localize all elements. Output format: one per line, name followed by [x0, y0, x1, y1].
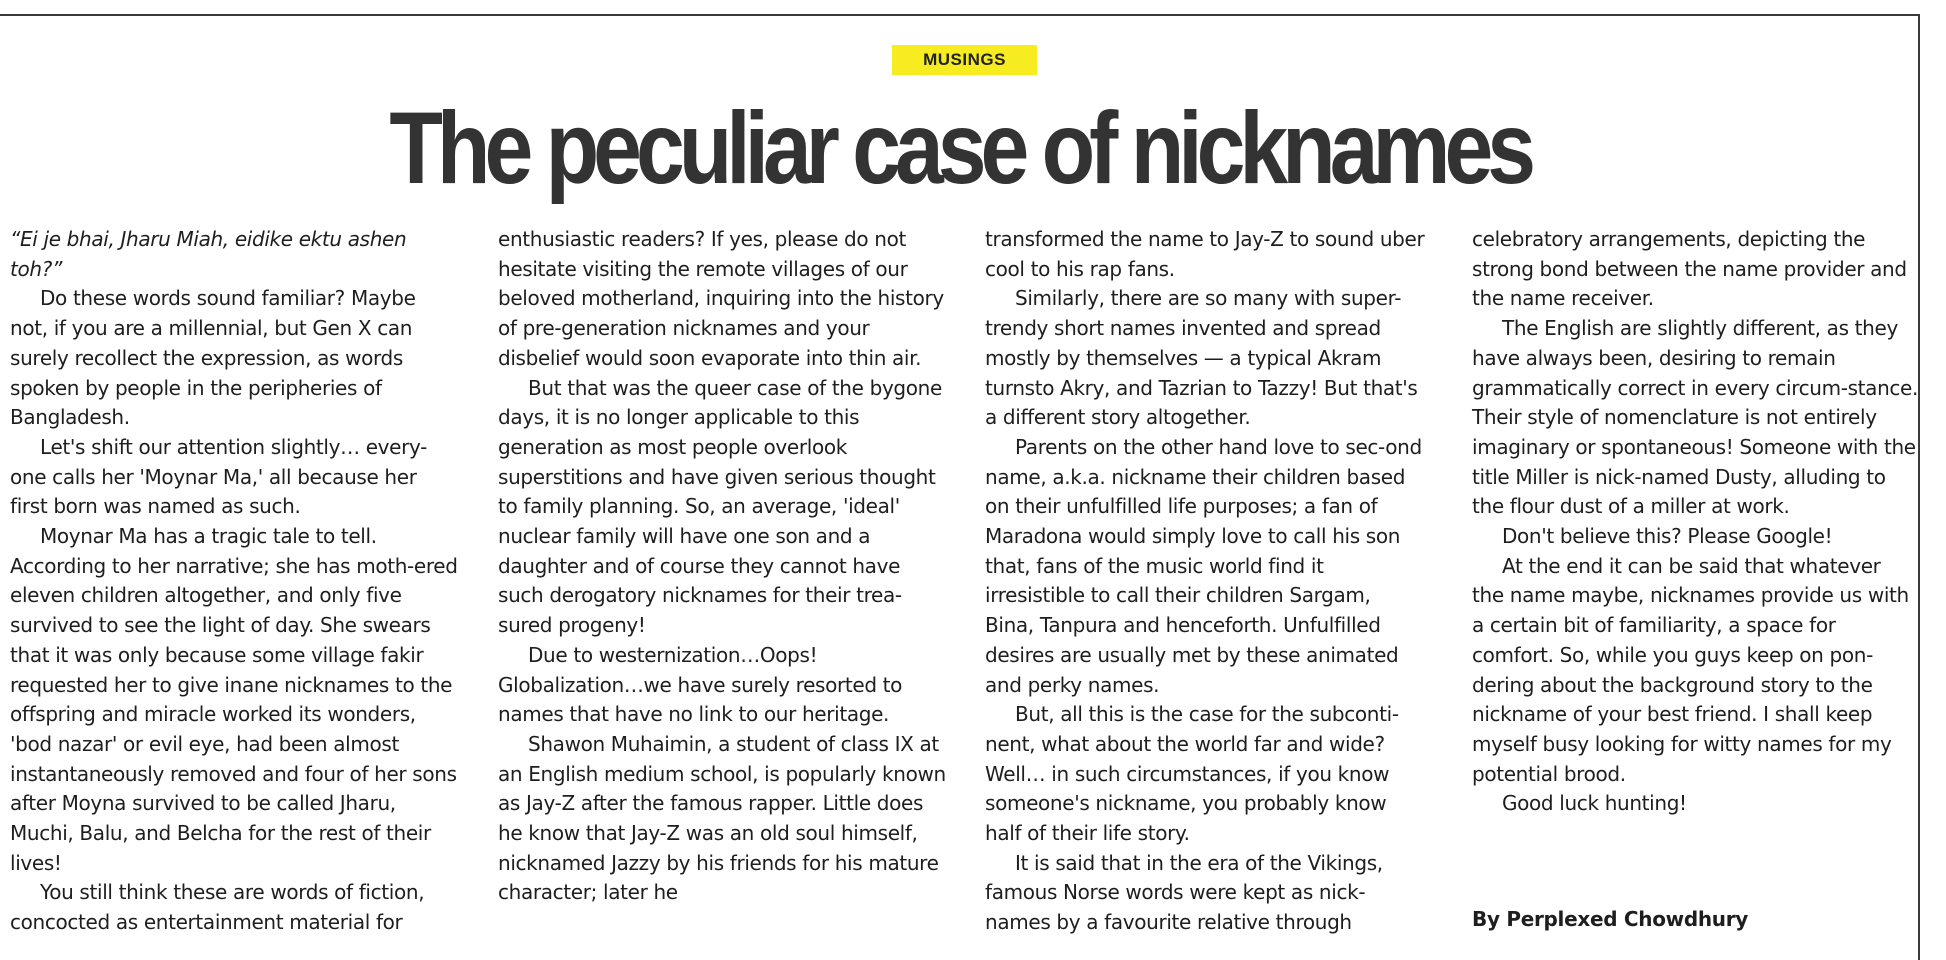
article-column-2: [498, 225, 948, 908]
body-paragraph: Don't believe this? Please Google!: [1502, 524, 1833, 549]
body-paragraph: But that was the queer case of the bygone days, it is no longer applicable to this generation as most people overlook superstitions and have given serious thought to family planning. So, an average, 'ideal' nuclear family will have one son and a daughter and of course they cannot have such derogatory nicknames for their trea-sured progeny!: [498, 375, 942, 638]
body-paragraph: Good luck hunting!: [1502, 791, 1687, 816]
body-paragraph: The English are slightly different, as they have always been, desiring to remain grammatically correct in every circum-stance. Their style of nomenclature is not entirely imaginary or spontaneous! Someone with the title Miller is nick-named Dusty, alluding to the flour dust of a miller at work.: [1472, 316, 1918, 519]
body-paragraph: Parents on the other hand love to sec-ond name, a.k.a. nickname their children based on their unfulfilled life purposes; a fan of Maradona would simply love to call his son that, fans of the music world find it irresistible to call their children Sargam, Bina, Tanpura and henceforth. Unfulfilled desires are usually met by these animated and perky names.: [985, 434, 1422, 697]
body-paragraph-continued: transformed the name to Jay-Z to sound uber cool to his rap fans.: [985, 227, 1425, 281]
right-border-rule: [1918, 14, 1920, 960]
body-paragraph: You still think these are words of fiction, concocted as entertainment material for: [10, 880, 425, 935]
article-column-3: [985, 225, 1425, 938]
body-paragraph: But, all this is the case for the subconti-nent, what about the world far and wide? Well… in such circumstances, if you know someone's nickname, you probably know half of their life story.: [985, 702, 1399, 846]
article-headline: The peculiar case of nicknames: [389, 91, 1531, 205]
opening-quote: “Ei je bhai, Jharu Miah, eidike ektu ashen toh?”: [10, 227, 407, 281]
article-column-1: [10, 225, 458, 938]
body-paragraph: Similarly, there are so many with super-trendy short names invented and spread mostly by themselves — a typical Akram turnsto Akry, and Tazrian to Tazzy! But that's a different story altogether.: [985, 286, 1418, 430]
top-border-rule: [0, 14, 1918, 16]
body-paragraph: Moynar Ma has a tragic tale to tell. According to her narrative; she has moth-ered eleven children altogether, and only five survived to see the light of day. She swears that it was only because some village fakir requested her to give inane nicknames to the offspring and miracle worked its wonders, 'bod nazar' or evil eye, had been almost instantaneously removed and four of her sons after Moyna survived to be called Jharu, Muchi, Balu, and Belcha for the rest of their lives!: [10, 524, 458, 875]
body-paragraph: Let's shift our attention slightly… every-one calls her 'Moynar Ma,' all because her first born was named as such.: [10, 434, 427, 519]
section-tag: MUSINGS: [892, 45, 1037, 75]
body-paragraph: Due to westernization…Oops! Globalization…we have surely resorted to names that have no link to our heritage.: [498, 642, 903, 727]
body-paragraph-continued: enthusiastic readers? If yes, please do not hesitate visiting the remote villages of our beloved motherland, inquiring into the history of pre-generation nicknames and your disbelief would soon evaporate into thin air.: [498, 227, 944, 370]
body-paragraph: Do these words sound familiar? Maybe not, if you are a millennial, but Gen X can surely recollect the expression, as words spoken by people in the peripheries of Bangladesh.: [10, 286, 416, 430]
body-paragraph-continued: celebratory arrangements, depicting the strong bond between the name provider and the name receiver.: [1472, 227, 1907, 311]
body-paragraph: Shawon Muhaimin, a student of class IX at an English medium school, is popularly known as Jay-Z after the famous rapper. Little does he know that Jay-Z was an old soul himself, nicknamed Jazzy by his friends for his mature character; later he: [498, 731, 946, 905]
author-byline: By Perplexed Chowdhury: [1472, 907, 1749, 931]
body-paragraph: It is said that in the era of the Vikings, famous Norse words were kept as nick-names by a favourite relative through: [985, 850, 1383, 935]
article-column-4: [1472, 225, 1918, 819]
body-paragraph: At the end it can be said that whatever the name maybe, nicknames provide us with a certain bit of familiarity, a space for comfort. So, while you guys keep on pon-dering about the background story to the nickname of your best friend. I shall keep myself busy looking for witty names for my potential brood.: [1472, 553, 1909, 786]
